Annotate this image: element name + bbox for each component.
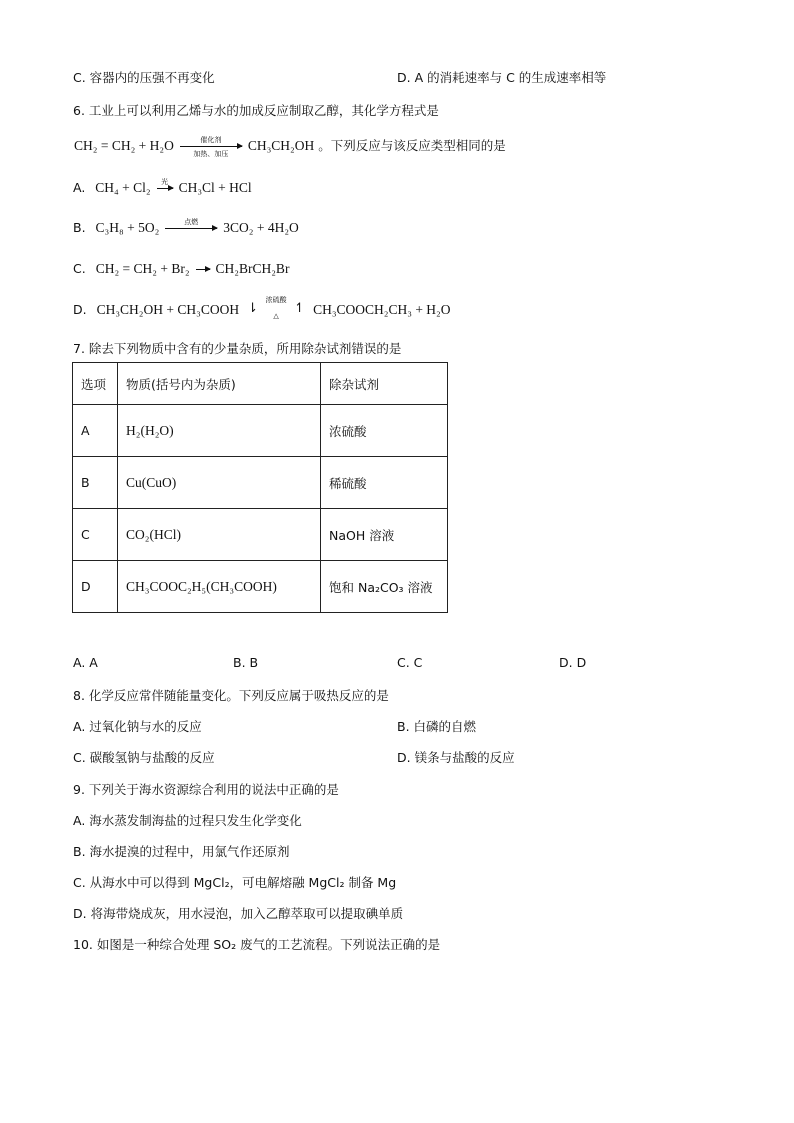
- q9-option-d: D. 将海带烧成灰，用水浸泡，加入乙醇萃取可以提取碘单质: [73, 906, 404, 921]
- table-cell-substance: H₂(H₂O): [118, 405, 321, 457]
- reversible-half-arrow-right-icon: ↿: [294, 300, 306, 316]
- table-row: [73, 405, 448, 457]
- q7-answer-a: A. A: [73, 655, 98, 670]
- q8-stem: 8. 化学反应常伴随能量变化。下列反应属于吸热反应的是: [73, 688, 389, 703]
- q6-option-d: [73, 295, 451, 320]
- q6-equation: [74, 136, 506, 158]
- table-cell-substance: CH₃COOC₂H₅(CH₃COOH): [118, 561, 321, 613]
- q6-c-right: CH₂BrCH₂Br: [215, 261, 290, 276]
- q6-eq-condition-top: 催化剂: [200, 136, 222, 144]
- q8-option-d: D. 镁条与盐酸的反应: [397, 750, 515, 765]
- q6-eq-arrow: [180, 136, 242, 158]
- table-cell-option: A: [73, 405, 118, 457]
- q7-answer-b: B. B: [233, 655, 259, 670]
- table-row: [73, 457, 448, 509]
- q7-answer-c: C. C: [397, 655, 423, 670]
- q6-d-left: CH₃CH₂OH + CH₃COOH: [96, 302, 240, 317]
- table-cell-option: B: [73, 457, 118, 509]
- q6-stem: 6. 工业上可以利用乙烯与水的加成反应制取乙醇，其化学方程式是: [73, 103, 439, 118]
- q6-eq-reactants: CH₂ = CH₂ + H₂O: [74, 138, 174, 153]
- q9-option-a: A. 海水蒸发制海盐的过程只发生化学变化: [73, 813, 302, 828]
- table-cell-option: D: [73, 561, 118, 613]
- q9-option-b: B. 海水提溴的过程中，用氯气作还原剂: [73, 844, 290, 859]
- q6-b-left: C₃H₈ + 5O₂: [95, 220, 160, 235]
- q6-a-arrow: [157, 178, 173, 189]
- q6-option-c-label: C.: [73, 261, 86, 276]
- table-cell-substance: Cu(CuO): [118, 457, 321, 509]
- table-cell-substance: CO₂(HCl): [118, 509, 321, 561]
- table-cell-reagent: NaOH 溶液: [321, 509, 448, 561]
- q6-option-c: [73, 261, 289, 277]
- table-cell-reagent: 饱和 Na₂CO₃ 溶液: [321, 561, 448, 613]
- q6-option-a-label: A.: [73, 180, 86, 195]
- q9-option-c: C. 从海水中可以得到 MgCl₂，可电解熔融 MgCl₂ 制备 Mg: [73, 875, 397, 890]
- q7-table: [72, 362, 448, 613]
- q6-eq-condition-bottom: 加热、加压: [193, 150, 229, 158]
- q6-option-b-label: B.: [73, 220, 86, 235]
- q6-eq-products: CH₃CH₂OH: [247, 138, 315, 153]
- q8-option-c: C. 碳酸氢钠与盐酸的反应: [73, 750, 215, 765]
- q10-stem: 10. 如图是一种综合处理 SO₂ 废气的工艺流程。下列说法正确的是: [73, 937, 441, 952]
- q9-stem: 9. 下列关于海水资源综合利用的说法中正确的是: [73, 782, 339, 797]
- q6-d-right: CH₃COOCH₂CH₃ + H₂O: [313, 302, 451, 317]
- q6-eq-tail: 。下列反应与该反应类型相同的是: [318, 138, 506, 153]
- q6-d-condition-bottom: △: [273, 311, 279, 320]
- q6-d-reversible-arrow: [247, 295, 306, 320]
- table-cell-reagent: 浓硫酸: [321, 405, 448, 457]
- q6-d-condition-top: 浓硫酸: [265, 295, 287, 304]
- q6-b-right: 3CO₂ + 4H₂O: [223, 220, 299, 235]
- q8-option-b: B. 白磷的自燃: [397, 719, 477, 734]
- q8-option-a: A. 过氧化钠与水的反应: [73, 719, 202, 734]
- table-header-cell: 除杂试剂: [321, 363, 448, 405]
- q5-option-d: D. A 的消耗速率与 C 的生成速率相等: [397, 70, 607, 85]
- table-row: [73, 561, 448, 613]
- table-row: [73, 509, 448, 561]
- q6-c-arrow: [196, 269, 210, 270]
- q6-a-right: CH₃Cl + HCl: [178, 180, 252, 195]
- q7-answer-d: D. D: [559, 655, 587, 670]
- q6-b-condition: 点燃: [184, 218, 199, 226]
- q6-a-condition: 光: [161, 178, 169, 186]
- table-header-row: [73, 363, 448, 405]
- q6-b-arrow: [165, 218, 217, 229]
- q5-option-c: C. 容器内的压强不再变化: [73, 70, 215, 85]
- table-header-cell: 物质(括号内为杂质): [118, 363, 321, 405]
- q6-option-b: [73, 220, 299, 236]
- q6-option-a: [73, 180, 252, 196]
- q6-a-left: CH₄ + Cl₂: [95, 180, 151, 195]
- table-cell-reagent: 稀硫酸: [321, 457, 448, 509]
- q6-c-left: CH₂ = CH₂ + Br₂: [95, 261, 190, 276]
- table-cell-option: C: [73, 509, 118, 561]
- reversible-half-arrow-left-icon: ⇂: [247, 300, 258, 316]
- q6-option-d-label: D.: [73, 302, 87, 317]
- table-header-cell: 选项: [73, 363, 118, 405]
- q7-stem: 7. 除去下列物质中含有的少量杂质，所用除杂试剂错误的是: [73, 341, 402, 356]
